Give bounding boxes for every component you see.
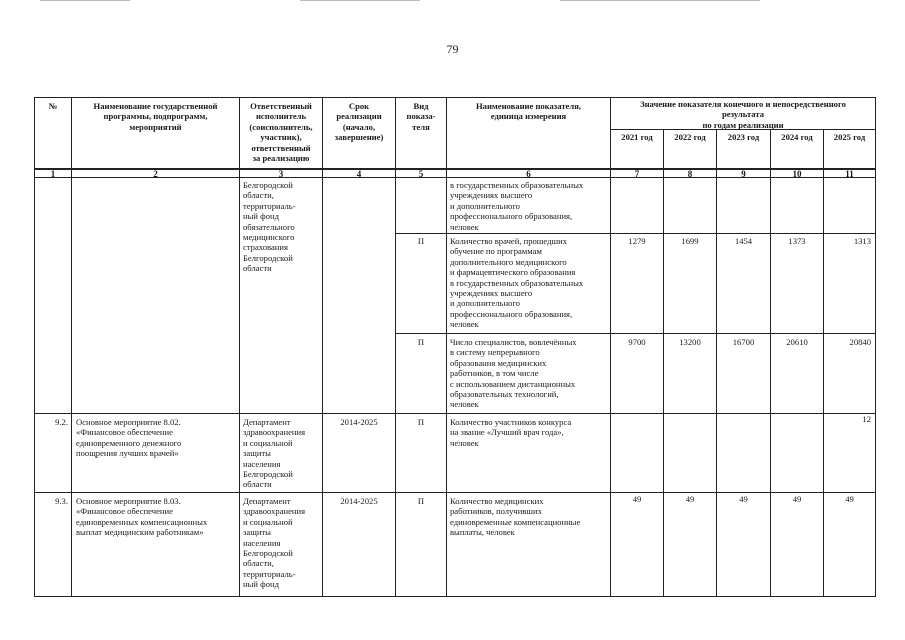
value-2025: 20840 bbox=[849, 337, 871, 347]
value-2021: 1279 bbox=[628, 236, 646, 246]
header-year-2023: 2023 год bbox=[727, 132, 760, 142]
value-2021: 9700 bbox=[628, 337, 646, 347]
row-93-name: Основное мероприятие 8.03. «Финансовое обеспечение единовременных компенсационных выплат медицинским работникам» bbox=[76, 496, 208, 538]
col-number-10: 10 bbox=[792, 169, 802, 179]
scan-mark bbox=[40, 0, 130, 1]
col-number-1: 1 bbox=[50, 169, 56, 179]
value-2024: 1373 bbox=[788, 236, 806, 246]
value-2022: 1699 bbox=[681, 236, 699, 246]
scan-mark bbox=[300, 0, 420, 1]
block1-row-c-indicator: Число специалистов, вовлечённых в систему непрерывного образования медицинских работников, в том числе с использованием дистанционных образовательных технологий, человек bbox=[450, 337, 577, 410]
header-year-2022: 2022 год bbox=[674, 132, 706, 142]
col-number-6: 6 bbox=[526, 169, 531, 179]
row-92-number: 9.2. bbox=[55, 417, 68, 427]
header-indicator-name: Наименование показателя, единица измерения bbox=[476, 101, 581, 122]
header-program-name: Наименование государственной программы, подпрограмм, мероприятий bbox=[93, 101, 218, 132]
row-93-term: 2014-2025 bbox=[340, 496, 378, 506]
value-2021: 49 bbox=[632, 494, 642, 504]
col-number-4: 4 bbox=[356, 169, 362, 179]
scan-mark bbox=[560, 0, 760, 1]
value-2025: 12 bbox=[862, 414, 871, 424]
value-2024: 49 bbox=[792, 494, 802, 504]
header-year-2025: 2025 год bbox=[833, 132, 866, 142]
row-93-type: П bbox=[417, 496, 425, 506]
header-indicator-type: Вид показа- теля bbox=[406, 101, 436, 132]
value-2023: 1454 bbox=[734, 236, 753, 246]
value-2022: 13200 bbox=[679, 337, 701, 347]
block1-row-a-indicator: в государственных образовательных учреждениях высшего и дополнительного профессионального образования, человек bbox=[450, 180, 584, 232]
value-2025: 49 bbox=[845, 494, 854, 504]
row-92-indicator: Количество участников конкурса на звание «Лучший врач года», человек bbox=[450, 417, 572, 448]
header-responsible: Ответственный исполнитель (соисполнитель, участник), ответственный за реализацию bbox=[249, 101, 313, 164]
col-number-5: 5 bbox=[418, 169, 424, 179]
value-2024: 20610 bbox=[786, 337, 808, 347]
header-values-group: Значение показателя конечного и непосредственного результата по годам реализации bbox=[640, 99, 846, 130]
col-number-7: 7 bbox=[634, 169, 640, 179]
value-2023: 16700 bbox=[732, 337, 755, 347]
page-number: 79 bbox=[446, 42, 459, 56]
row-92-type: П bbox=[417, 417, 425, 427]
col-number-3: 3 bbox=[278, 169, 284, 179]
value-2025: 1313 bbox=[853, 236, 871, 246]
row-93-responsible: Департамент здравоохранения и социальной защиты населения Белгородской области, территориаль- ный фонд bbox=[243, 496, 306, 590]
col-number-9: 9 bbox=[741, 169, 746, 179]
row-92-responsible: Департамент здравоохранения и социальной защиты населения Белгородской области bbox=[243, 417, 306, 490]
row-93-indicator: Количество медицинских работников, получивших единовременные компенсационные выплаты, человек bbox=[450, 496, 581, 538]
header-year-2021: 2021 год bbox=[621, 132, 653, 142]
header-number: № bbox=[48, 101, 58, 111]
row-93-number: 9.3. bbox=[55, 496, 68, 506]
col-number-8: 8 bbox=[687, 169, 693, 179]
block1-row-b-indicator: Количество врачей, прошедших обучение по программам дополнительного медицинского и фармацевтического образования в государственных образовательных учреждениях высшего и дополнительного профессионального образования, человек bbox=[450, 236, 584, 330]
value-2022: 49 bbox=[685, 494, 695, 504]
row-92-name: Основное мероприятие 8.02. «Финансовое обеспечение единовременного денежного поощрения лучших врачей» bbox=[76, 417, 182, 459]
col-number-11: 11 bbox=[845, 169, 854, 179]
value-2023: 49 bbox=[739, 494, 748, 504]
header-year-2024: 2024 год bbox=[781, 132, 813, 142]
header-term: Срок реализации (начало, завершение) bbox=[334, 101, 384, 143]
col-number-2: 2 bbox=[153, 169, 158, 179]
block1-row-b-type: П bbox=[417, 236, 425, 246]
row-92-term: 2014-2025 bbox=[340, 417, 378, 427]
block1-responsible: Белгородской области, территориаль- ный фонд обязательного медицинского страхования Белгородской области bbox=[243, 180, 296, 274]
block1-row-c-type: П bbox=[417, 337, 425, 347]
